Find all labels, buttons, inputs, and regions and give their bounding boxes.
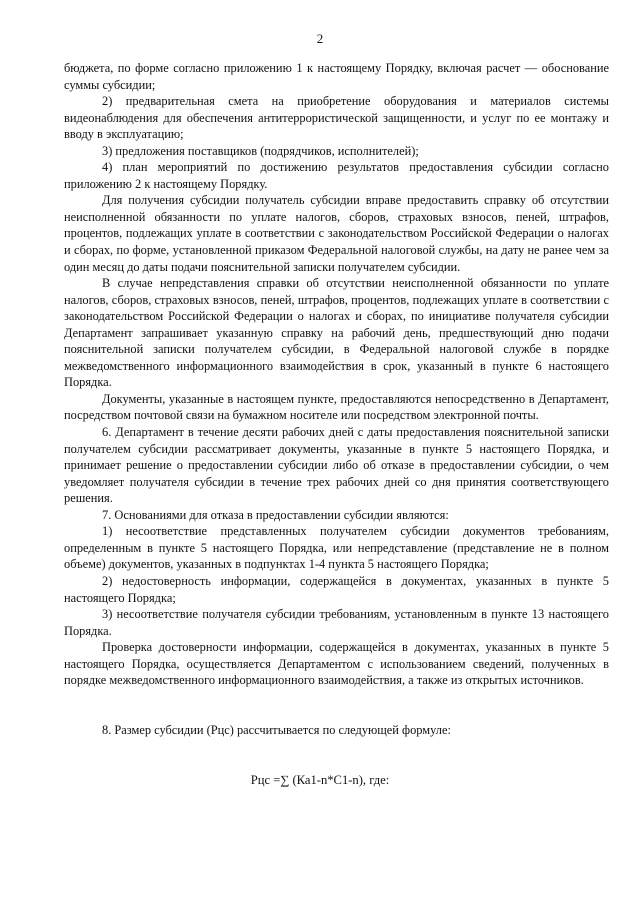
subsidy-formula: Рцс =∑ (Ка1-n*С1-n), где:: [250, 773, 390, 787]
paragraph-tax-certificate: Для получения субсидии получатель субсидии вправе предоставить справку об отсутствии неисполненной обязанности по уплате налогов, сборов, страховых взносов, пеней, штрафов, процентов, подлежащих уплате в соответствии с законодательством Российской Федерации о налогах и сборах, по форме, установленной приказом Федеральной налоговой службы, на дату не ранее чем за один месяц до даты подачи пояснительной записки получателем субсидии.: [64, 193, 609, 274]
paragraph-section-8: 8. Размер субсидии (Рцс) рассчитывается по следующей формуле:: [102, 722, 451, 737]
paragraph-section-6: 6. Департамент в течение десяти рабочих дней с даты предоставления пояснительной записки получателем субсидии рассматривает документы, указанные в пункте 5 настоящего Порядка, и принимает решение о предоставлении субсидии либо об отказе в предоставлении субсидии, о чем уведомляет получателя субсидии в течение трех рабочих дней со дня принятия соответствующего решения.: [64, 425, 609, 506]
paragraph-refusal-3: 3) несоответствие получателя субсидии требованиям, установленным в пункте 13 настоящего Порядка.: [64, 607, 609, 638]
paragraph-refusal-1: 1) несоответствие представленных получателем субсидии документов требованиям, определенным в пункте 5 настоящего Порядка, или непредставление (представление не в полном объеме) документов, указанных в подпунктах 1-4 пункта 5 настоящего Порядка;: [64, 524, 609, 572]
paragraph-verification: Проверка достоверности информации, содержащейся в документах, указанных в пункте 5 настоящего Порядка, осуществляется Департаментом с использованием сведений, полученных в порядке межведомственного информационного взаимодействия, а также из открытых источников.: [64, 640, 609, 688]
paragraph-certificate-request: В случае непредставления справки об отсутствии неисполненной обязанности по уплате налогов, сборов, страховых взносов, пеней, штрафов, процентов, подлежащих уплате в соответствии с законодательством Российской Федерации о налогах и сборах, по инициативе получателя субсидии Департамент запрашивает указанную справку на рабочий день, предшествующий дню подачи пояснительной записки получателем субсидии, в Федеральной налоговой службе в порядке межведомственного информационного взаимодействия в срок, указанный в пункте 6 настоящего Порядка.: [64, 276, 609, 390]
paragraph-item-4-plan: 4) план мероприятий по достижению результатов предоставления субсидии согласно приложению 2 к настоящему Порядку.: [64, 160, 609, 191]
document-body: [64, 60, 609, 738]
paragraph-documents-delivery: Документы, указанные в настоящем пункте, предоставляются непосредственно в Департамент, посредством почтовой связи на бумажном носителе или посредством электронной почты.: [64, 391, 609, 423]
paragraph-section-7: 7. Основаниями для отказа в предоставлении субсидии являются:: [102, 507, 449, 522]
paragraph-refusal-2: 2) недостоверность информации, содержащейся в документах, указанных в пункте 5 настоящего Порядка;: [64, 573, 609, 605]
paragraph-item-3-suppliers: 3) предложения поставщиков (подрядчиков, исполнителей);: [102, 143, 419, 158]
page-number: 2: [316, 31, 324, 46]
paragraph-continuation: бюджета, по форме согласно приложению 1 к настоящему Порядку, включая расчет — обоснование суммы субсидии;: [64, 61, 609, 92]
paragraph-item-2-estimate: 2) предварительная смета на приобретение оборудования и материалов системы видеонаблюдения для обеспечения антитеррористической защищенности, и услуг по ее монтажу и вводу в эксплуатацию;: [64, 94, 609, 142]
